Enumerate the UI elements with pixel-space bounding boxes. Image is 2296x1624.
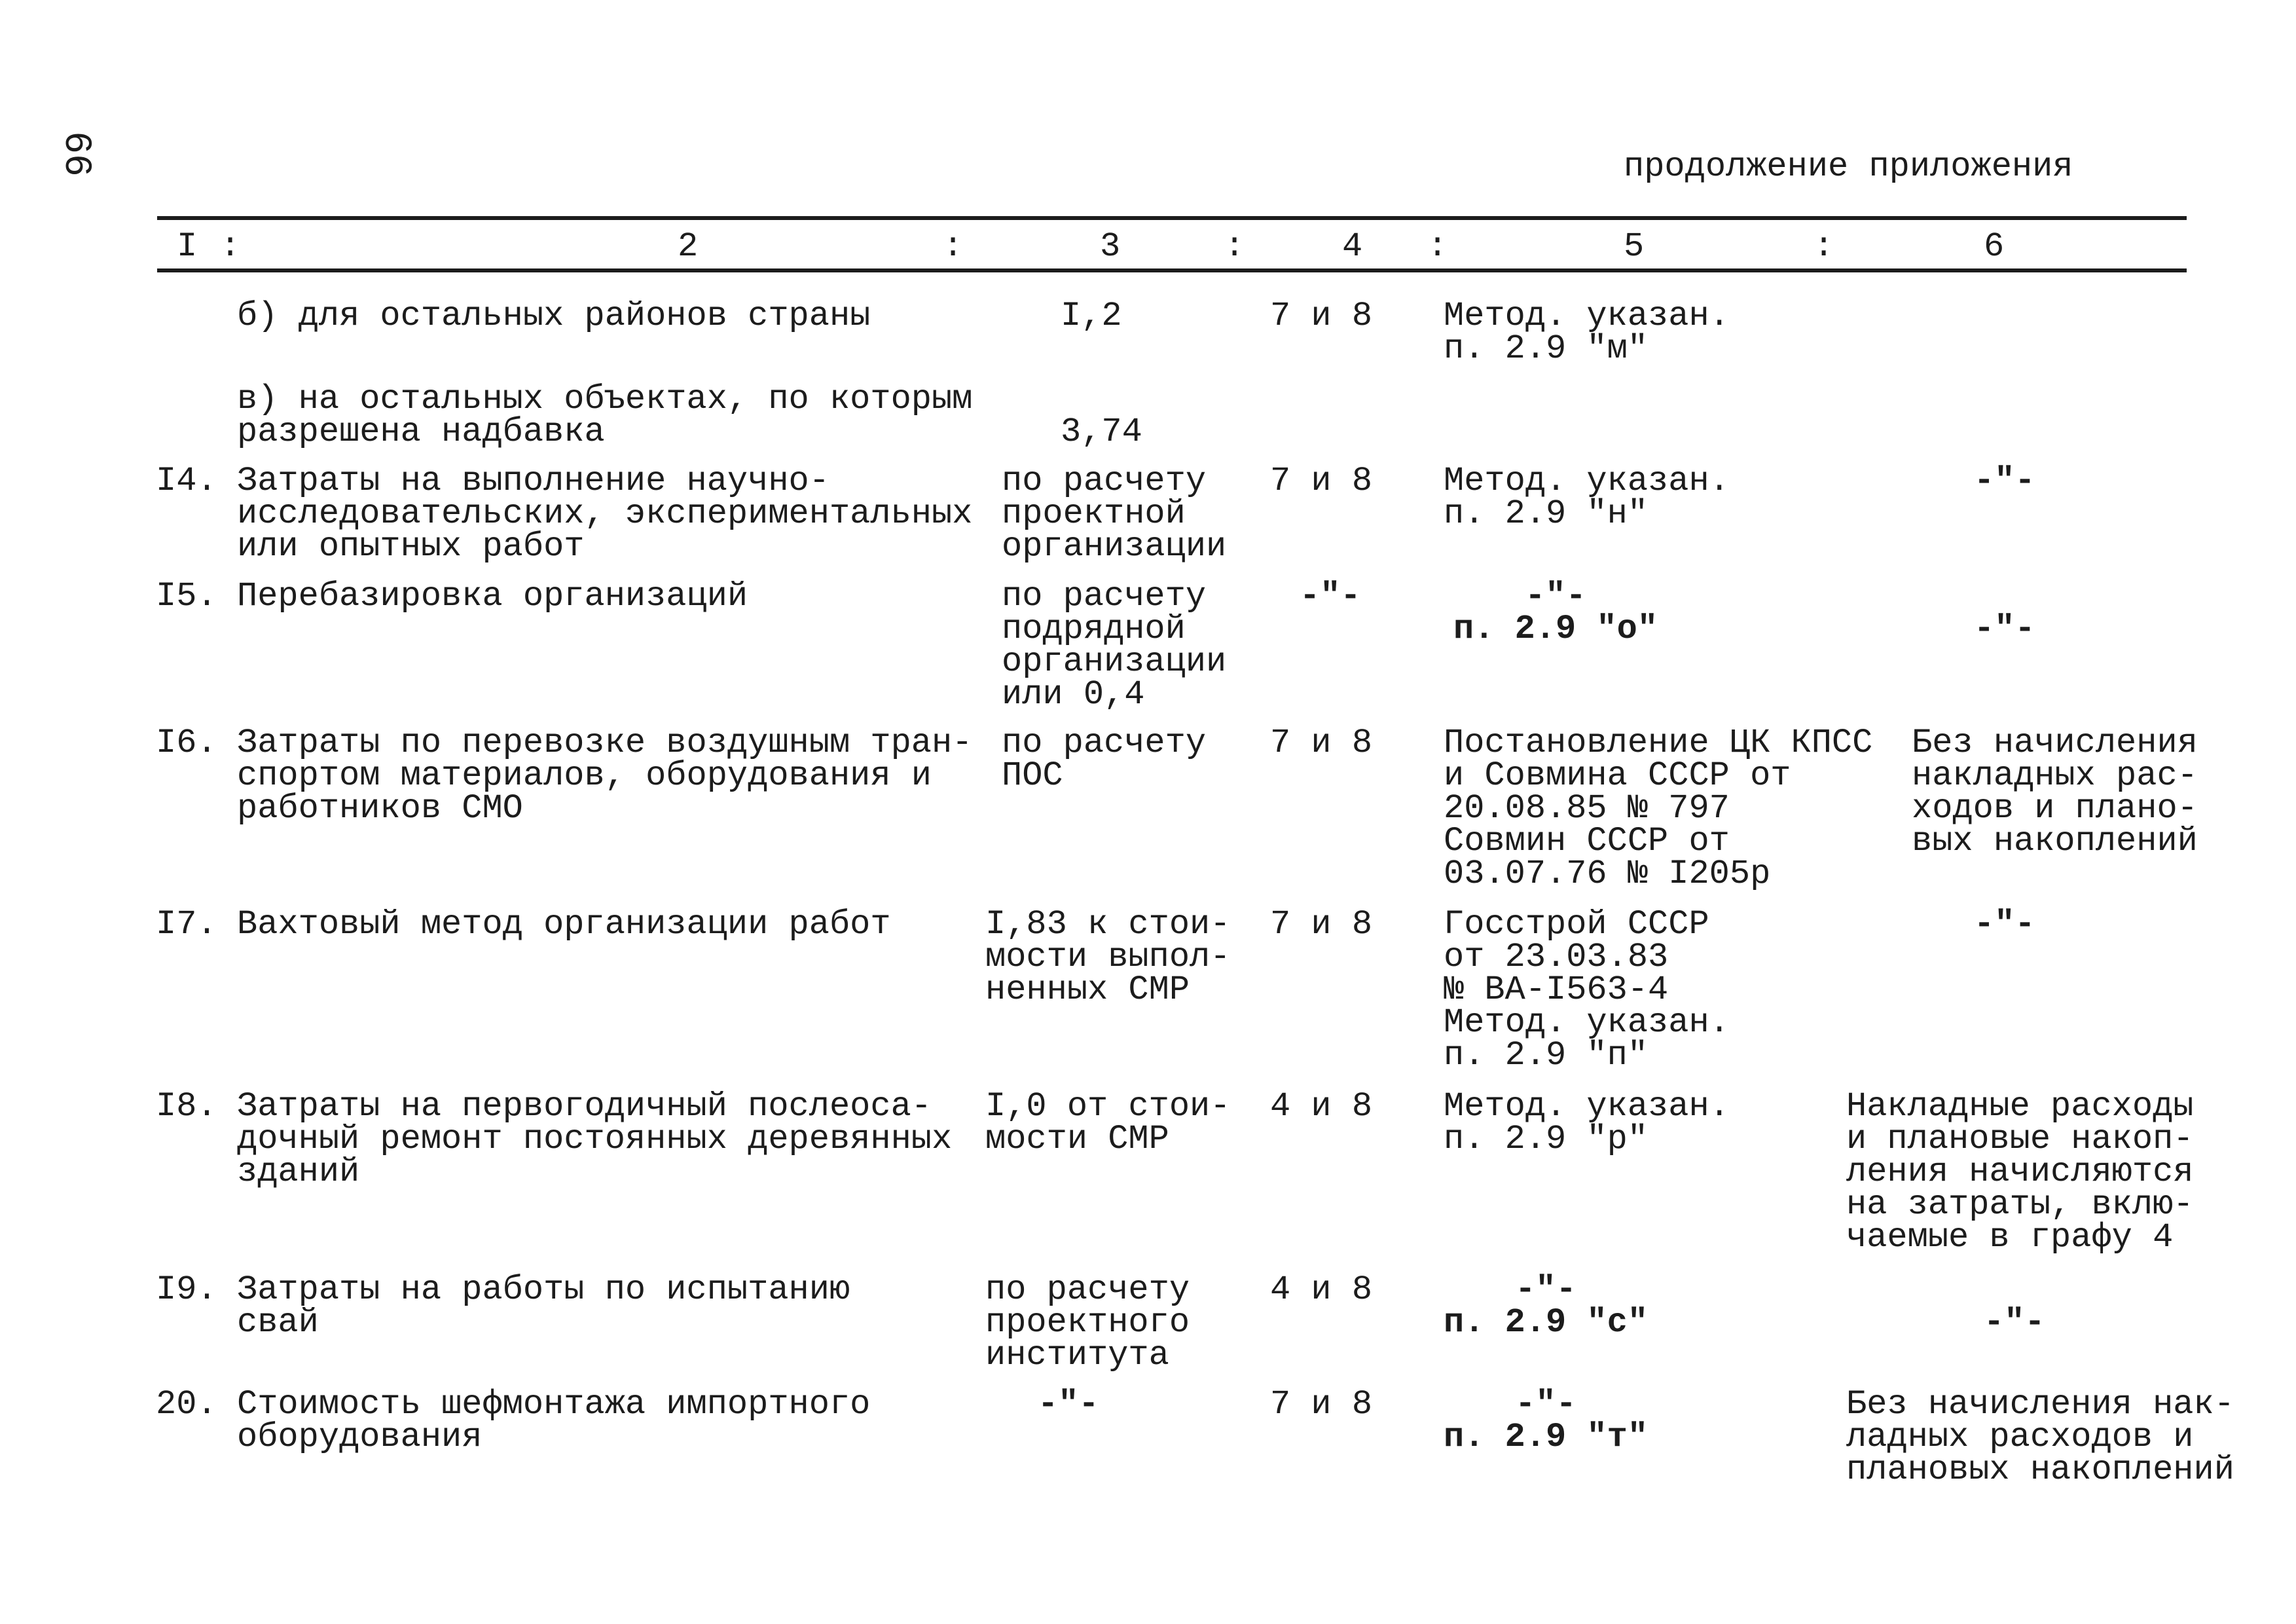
- row-number: 20.: [156, 1385, 217, 1424]
- row-number: I9.: [156, 1270, 217, 1309]
- col-separator: :: [1813, 227, 1834, 266]
- row-coefficient: по расчету подрядной организации или 0,4: [1002, 577, 1227, 714]
- row-basis: Госстрой СССР от 23.03.83 № ВА-I563-4 Метод. указан. п. 2.9 "п": [1444, 905, 1730, 1075]
- row-number: I8.: [156, 1087, 217, 1126]
- row-column-4: 4 и 8: [1270, 1087, 1373, 1126]
- row-column-4: 7 и 8: [1270, 1385, 1373, 1424]
- col-separator: :: [1224, 227, 1245, 266]
- col-header-1: I: [177, 227, 198, 266]
- row-note: Без начисления накладных рас- ходов и плано- вых накоплений: [1912, 724, 2198, 860]
- row-coefficient: I,2: [1061, 297, 1122, 335]
- row-description: Затраты по перевозке воздушным тран- спортом материалов, оборудования и работников СМО: [237, 724, 973, 828]
- col-header-3: 3: [1100, 227, 1121, 266]
- row-basis: Постановление ЦК КПСС и Совмина СССР от 20.08.85 № 797 Совмин СССР от 03.07.76 № I205р: [1444, 724, 1873, 893]
- row-description: б) для остальных районов страны: [237, 297, 871, 335]
- row-column-4: 7 и 8: [1270, 724, 1373, 762]
- row-note: -"-: [1974, 610, 2035, 648]
- row-note: -"-: [1974, 462, 2035, 500]
- continuation-heading: продолжение приложения: [1624, 147, 2073, 186]
- row-note: Без начисления нак- ладных расходов и плановых накоплений: [1846, 1385, 2234, 1489]
- table-top-rule: [157, 216, 2187, 220]
- col-header-4: 4: [1342, 227, 1363, 266]
- row-description: Затраты на работы по испытанию свай: [237, 1270, 850, 1342]
- col-separator: :: [1427, 227, 1448, 266]
- page-number: 66: [54, 131, 97, 177]
- row-column-4: 7 и 8: [1270, 462, 1373, 500]
- row-description: Стоимость шефмонтажа импортного оборудования: [237, 1385, 871, 1456]
- row-description: в) на остальных объектах, по которым разрешена надбавка: [237, 380, 973, 451]
- row-basis: Метод. указан. п. 2.9 "р": [1444, 1087, 1730, 1158]
- row-coefficient: по расчету проектного института: [985, 1270, 1190, 1375]
- col-separator: :: [943, 227, 964, 266]
- row-basis: -"- п. 2.9 "о": [1453, 577, 1658, 648]
- table-header-rule: [157, 268, 2187, 272]
- row-note: -"-: [1984, 1303, 2045, 1342]
- col-separator: :: [220, 227, 241, 266]
- row-number: I5.: [156, 577, 217, 616]
- row-number: I6.: [156, 724, 217, 762]
- col-header-2: 2: [678, 227, 699, 266]
- row-basis: Метод. указан. п. 2.9 "н": [1444, 462, 1730, 533]
- row-number: I7.: [156, 905, 217, 944]
- row-column-4: 4 и 8: [1270, 1270, 1373, 1309]
- row-description: Перебазировка организаций: [237, 577, 748, 616]
- row-number: I4.: [156, 462, 217, 500]
- row-coefficient: I,83 к стои- мости выпол- ненных СМР: [985, 905, 1231, 1009]
- row-column-4: 7 и 8: [1270, 297, 1373, 335]
- col-header-5: 5: [1624, 227, 1645, 266]
- row-coefficient: I,0 от стои- мости СМР: [985, 1087, 1231, 1158]
- row-coefficient: -"-: [1038, 1385, 1099, 1424]
- col-header-6: 6: [1984, 227, 2005, 266]
- row-note: Накладные расходы и плановые накоп- ления начисляются на затраты, вклю- чаемые в графу 4: [1846, 1087, 2194, 1257]
- row-basis: -"- п. 2.9 "т": [1444, 1385, 1649, 1456]
- row-note: -"-: [1974, 905, 2035, 944]
- row-basis: Метод. указан. п. 2.9 "м": [1444, 297, 1730, 368]
- row-coefficient: по расчету ПОС: [1002, 724, 1207, 795]
- row-description: Затраты на первогодичный послеоса- дочный ремонт постоянных деревянных зданий: [237, 1087, 953, 1191]
- row-column-4: -"-: [1300, 577, 1361, 616]
- row-coefficient: по расчету проектной организации: [1002, 462, 1227, 566]
- row-description: Вахтовый метод организации работ: [237, 905, 891, 944]
- row-coefficient: 3,74: [1061, 413, 1142, 451]
- row-basis: -"- п. 2.9 "с": [1444, 1270, 1649, 1342]
- row-column-4: 7 и 8: [1270, 905, 1373, 944]
- row-description: Затраты на выполнение научно- исследовательских, экспериментальных или опытных работ: [237, 462, 973, 566]
